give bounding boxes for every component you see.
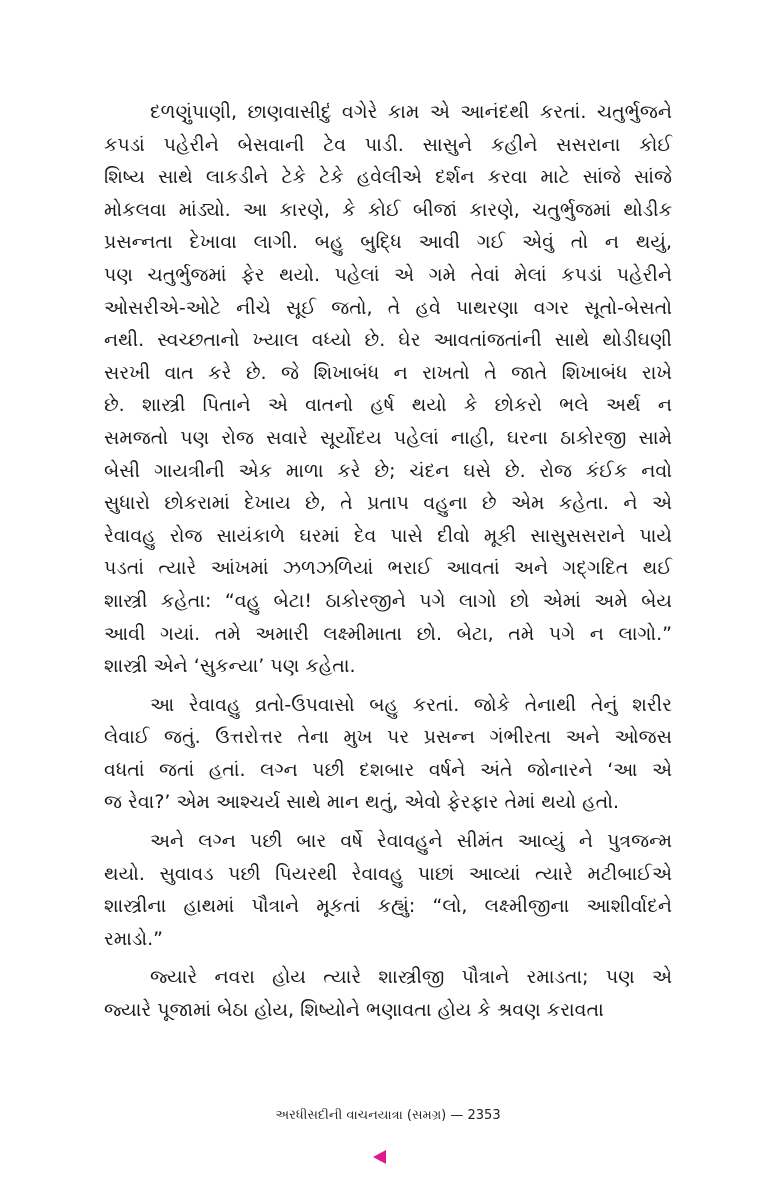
text-line: સમજતો પણ રોજ સવારે સૂર્યોદય પહેલાં નાહી, ઘરના ઠાકોરજી સામે <box>104 426 672 449</box>
text-line: પણ ચતુર્ભુજમાં ફેર થયો. પહેલાં એ ગમે તેવાં મેલાં કપડાં પહેરીને <box>104 263 672 286</box>
paragraph <box>104 689 672 819</box>
text-line: પડતાં ત્યારે આંખમાં ઝળઝળિયાં ભરાઈ આવતાં અને ગદ્ગદિત થઈ <box>104 557 672 580</box>
text-line: કપડાં પહેરીને બેસવાની ટેવ પાડી. સાસુને કહીને સસરાના કોઈ <box>104 133 672 156</box>
text-line: જ્યારે પૂજામાં બેઠા હોય, શિષ્યોને ભણાવતા હોય કે શ્રવણ કરાવતા <box>104 999 604 1022</box>
text-line: શાસ્ત્રીના હાથમાં પૌત્રાને મૂકતાં કહ્યું: “લો, લક્ષ્મીજીના આશીર્વાદને <box>104 895 672 918</box>
text-line: શાસ્ત્રી એને ‘સુકન્યા’ પણ કહેતા. <box>104 655 356 678</box>
text-line: દળણુંપાણી, છાણવાસીદું વગેરે કામ એ આનંદથી કરતાં. ચતુર્ભુજને <box>150 101 672 123</box>
text-line: રમાડો.” <box>104 927 163 950</box>
text-line: મોકલવા માંડ્યો. આ કારણે, કે કોઈ બીજાં કારણે, ચતુર્ભુજમાં થોડીક <box>104 198 672 221</box>
text-line: થયો. સુવાવડ પછી પિયરથી રેવાવહુ પાછાં આવ્યાં ત્યારે મટીબાઈએ <box>104 862 672 885</box>
text-line: નથી. સ્વચ્છતાનો ખ્યાલ વધ્યો છે. ઘેર આવતાંજતાંની સાથે થોડીઘણી <box>104 329 672 352</box>
text-line: આ રેવાવહુ વ્રતો-ઉપવાસો બહુ કરતાં. જોકે તેનાથી તેનું શરીર <box>150 693 672 716</box>
text-line: લેવાઈ જતું. ઉત્તરોત્તર તેના મુખ પર પ્રસન્ન ગંભીરતા અને ઓજસ <box>104 726 672 749</box>
text-line: શાસ્ત્રી કહેતા: “વહુ બેટા! ઠાકોરજીને પગે લાગો છો એમાં અમે બેય <box>104 589 672 612</box>
text-line: સુધારો છોકરામાં દેખાય છે, તે પ્રતાપ વહુના છે એમ કહેતા. ને એ <box>104 492 672 515</box>
previous-page-icon[interactable] <box>373 1150 386 1164</box>
text-line: રેવાવહુ રોજ સાયંકાળે ઘરમાં દેવ પાસે દીવો મૂકી સાસુસસરાને પાયે <box>104 524 672 547</box>
page-footer: અરધીસદીની વાચનયાત્રા (સમગ્ર) — 2353 <box>275 1108 501 1123</box>
text-line: છે. શાસ્ત્રી પિતાને એ વાતનો હર્ષ થયો કે છોકરો ભલે અર્થ ન <box>104 394 672 417</box>
text-line: સરખી વાત કરે છે. જે શિખાબંધ ન રાખતો તે જાતે શિખાબંધ રાખે <box>104 361 672 384</box>
text-line: અને લગ્ન પછી બાર વર્ષે રેવાવહુને સીમંત આવ્યું ને પુત્રજન્મ <box>150 830 672 853</box>
text-line: પ્રસન્નતા દેખાવા લાગી. બહુ બુદ્ધિ આવી ગઈ એવું તો ન થયું, <box>104 231 672 254</box>
text-line: ઓસરીએ-ઓટે નીચે સૂઈ જતો, તે હવે પાથરણા વગર સૂતો-બેસતો <box>104 296 672 319</box>
paragraph <box>104 961 672 1026</box>
text-line: જ રેવા?’ એમ આશ્ચર્ય સાથે માન થતું, એવો ફેરફાર તેમાં થયો હતો. <box>104 791 620 814</box>
page-body <box>104 96 672 1027</box>
text-line: આવી ગયાં. તમે અમારી લક્ષ્મીમાતા છો. બેટા, તમે પગે ન લાગો.” <box>104 622 672 645</box>
text-line: વધતાં જતાં હતાં. લગ્ન પછી દશબાર વર્ષને અંતે જોનારને ‘આ એ <box>104 758 672 781</box>
text-line: બેસી ગાયત્રીની એક માળા કરે છે; ચંદન ઘસે છે. રોજ કંઈક નવો <box>104 459 672 482</box>
paragraph <box>104 96 672 683</box>
text-line: જ્યારે નવરા હોય ત્યારે શાસ્ત્રીજી પૌત્રાને રમાડતા; પણ એ <box>150 966 672 989</box>
text-line: શિષ્ય સાથે લાકડીને ટેકે ટેકે હવેલીએ દર્શન કરવા માટે સાંજે સાંજે <box>104 166 672 189</box>
paragraph <box>104 825 672 955</box>
